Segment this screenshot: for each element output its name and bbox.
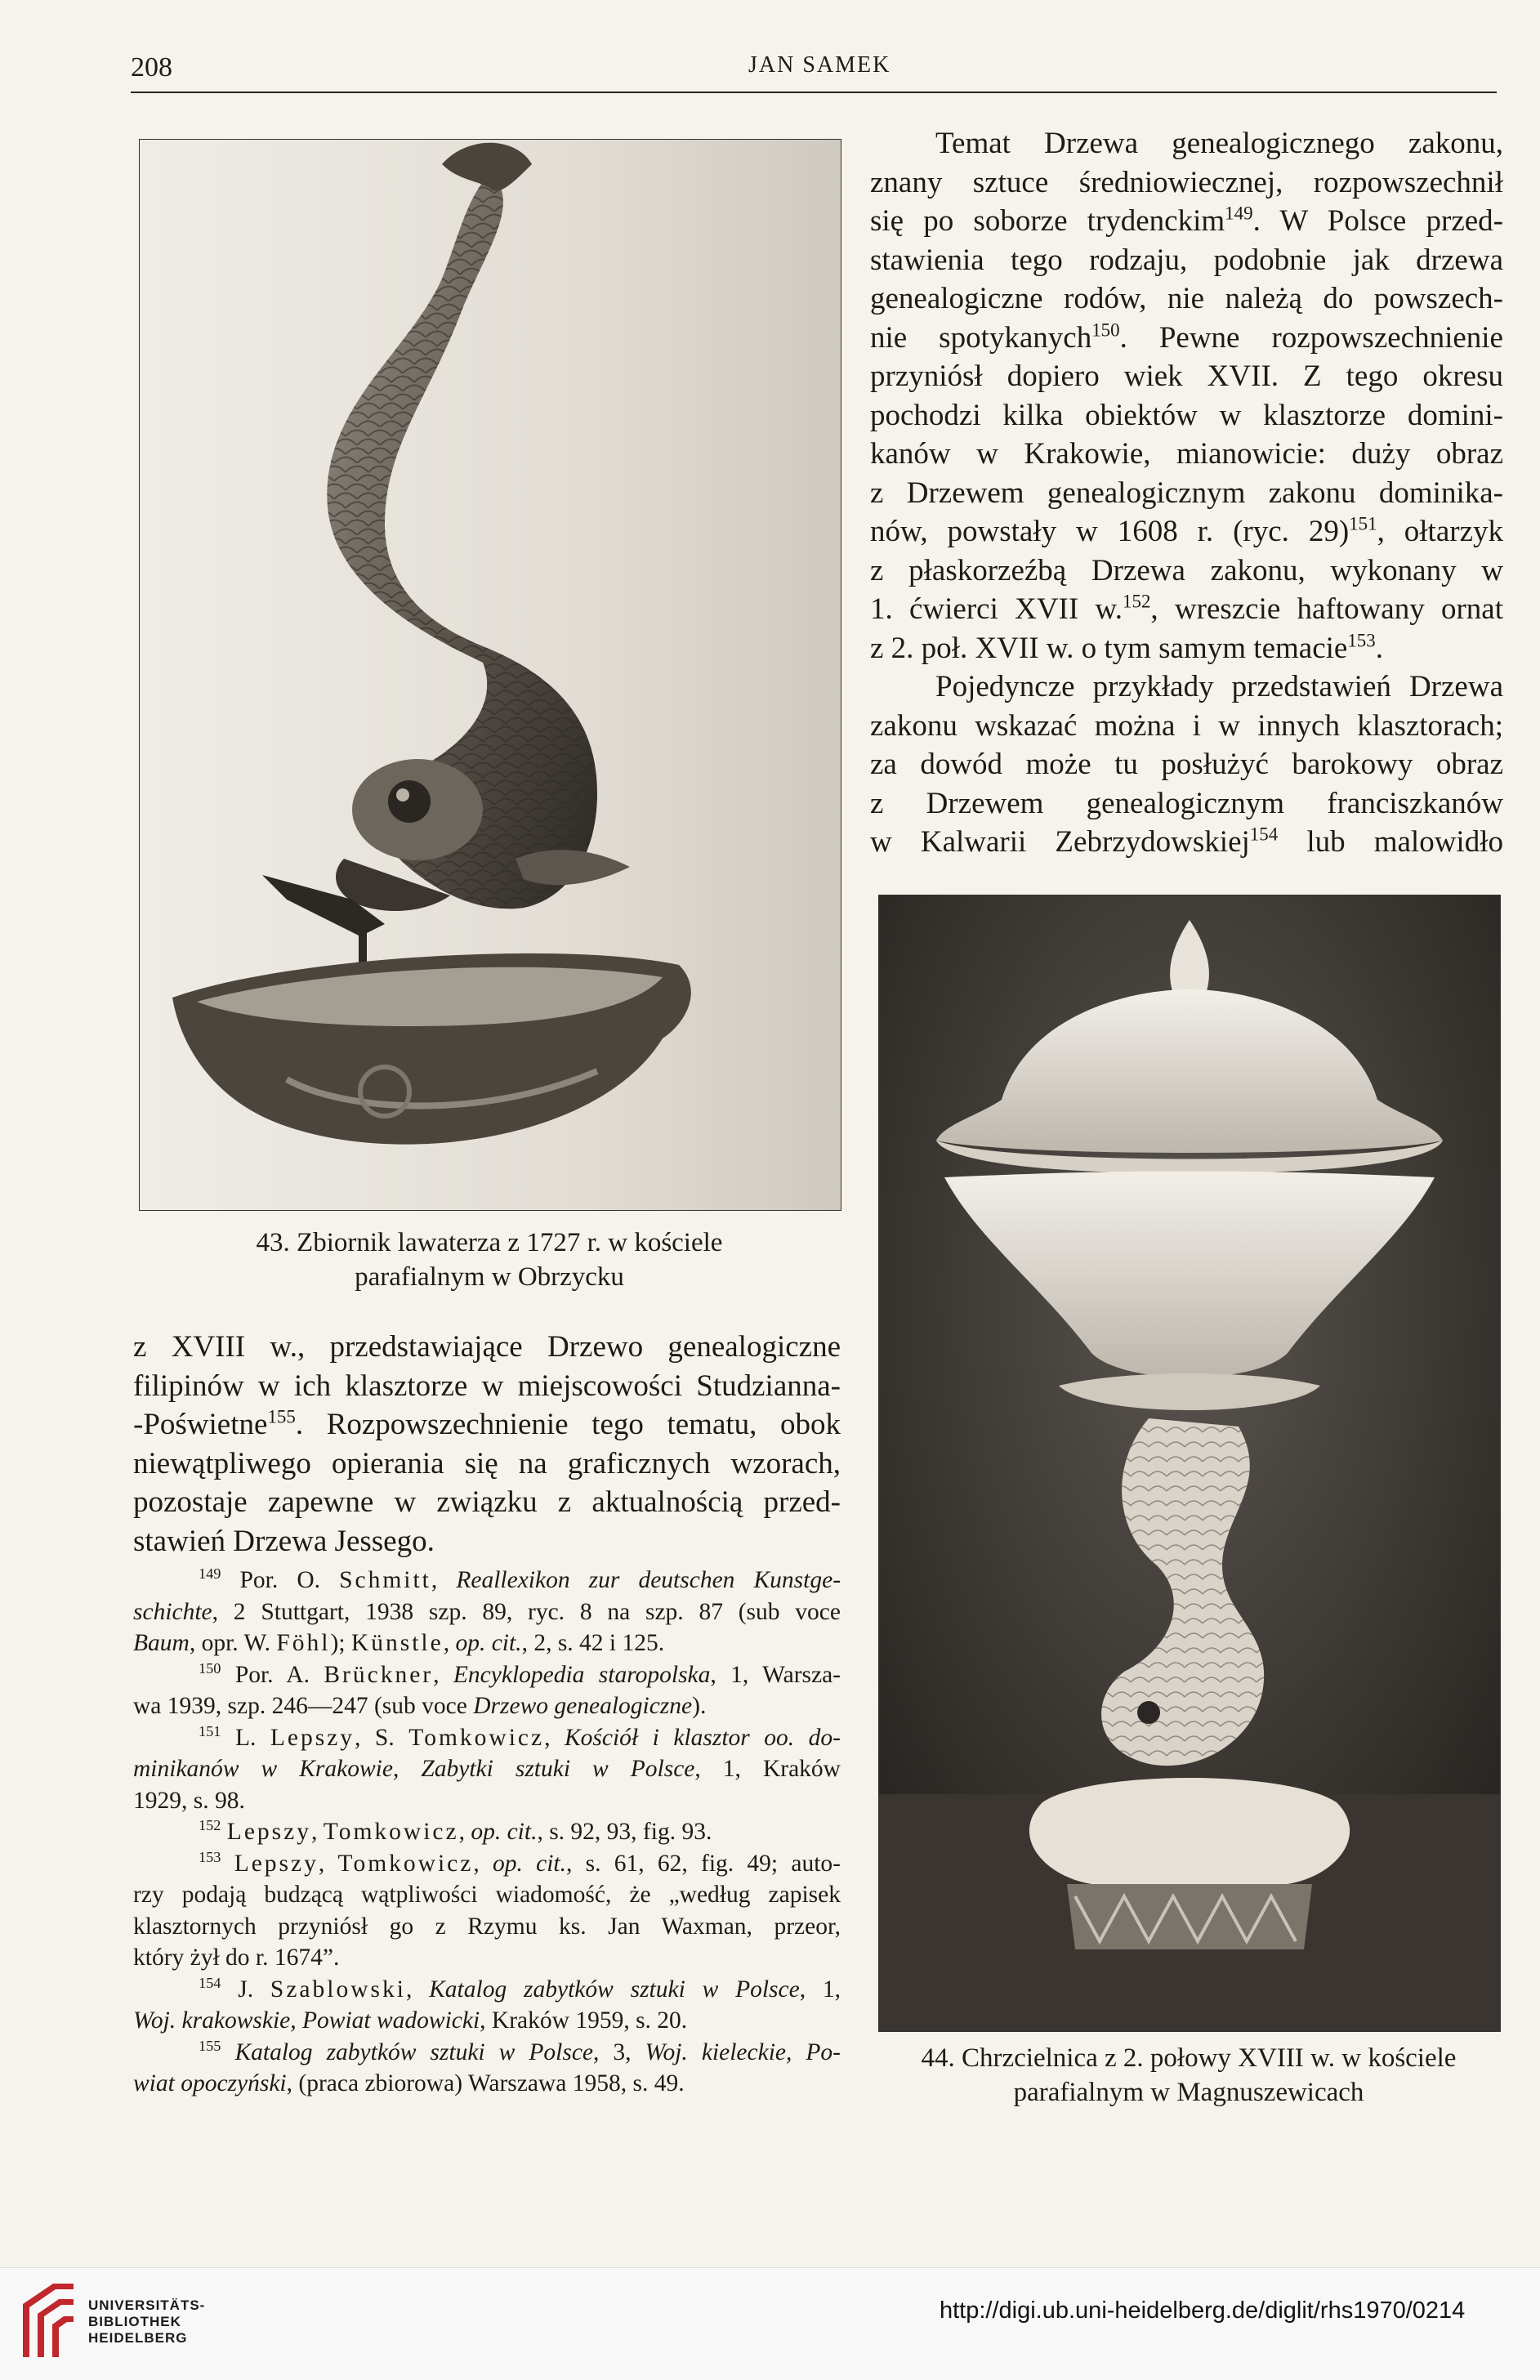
caption-line: parafialnym w Magnuszewicach [1013, 2078, 1364, 2107]
right-column-text [870, 124, 1503, 862]
footnote-150: $^{150}$ Por. A. Brückner, Encyklopedia staropolska, 1, Warsza- wa 1939, szp. 246—247 (sub voce Drzewo genealogiczne). [133, 1659, 841, 1719]
footnote-ref[interactable]: 152 [1123, 591, 1151, 612]
footnote-155: $^{155}$ Katalog zabytków sztuki w Polsce, 3, Woj. kieleckie, Po- wiat opoczyński, (praca zbiorowa) Warszawa 1958, s. 49. [133, 2037, 841, 2096]
text-line: w Kalwarii Zebrzydowskiej$^{154}$ lub malowidło [870, 824, 1503, 859]
footnote-ref[interactable]: 154 [1249, 824, 1279, 845]
footnote-149: $^{149}$ Por. O. Schmitt, Reallexikon zur deutschen Kunstge- schichte, 2 Stuttgart, 1938 szp. 89, ryc. 8 na szp. 87 (sub voce Baum, opr. W. Föhl); Künstle, op. cit., 2, s. 42 i 125. [133, 1565, 841, 1656]
figure-44-photo [878, 895, 1501, 2032]
figure-43-caption [139, 1226, 840, 1294]
caption-line: 44. Chrzcielnica z 2. połowy XVIII w. w kościele [921, 2043, 1457, 2073]
font-base [1029, 1778, 1350, 1893]
footnote-ref[interactable]: 153 [1347, 630, 1376, 651]
footnote-ref[interactable]: 155 [267, 1406, 296, 1427]
text-line: z Drzewem genealogicznym franciszkanów [870, 786, 1503, 820]
library-logo-icon[interactable] [16, 2280, 80, 2361]
left-column-text [133, 1328, 841, 1561]
footnote-ref[interactable]: 150 [1091, 319, 1120, 341]
page-number: 208 [131, 52, 172, 83]
text-line: Pojedyncze przykłady przedstawień Drzewa [935, 670, 1503, 703]
text-line: niewątpliwego opierania się na graficznych wzorach, [133, 1446, 841, 1480]
text-line: nie spotykanych$^{150}$. Pewne rozpowszechnienie [870, 319, 1503, 355]
footnote-ref[interactable]: 151 [1349, 513, 1377, 534]
text-line: z XVIII w., przedstawiające Drzewo genealogiczne [133, 1330, 841, 1364]
source-url-link[interactable]: http://digi.ub.uni-heidelberg.de/diglit/rhs1970/0214 [940, 2297, 1466, 2324]
footnote-151: $^{151}$ L. Lepszy, S. Tomkowicz, Kościół i klasztor oo. do- minikanów w Krakowie, Zabytki sztuki w Polsce, 1, Kraków 1929, s. 98. [133, 1722, 841, 1814]
text-line: genealogiczne rodów, nie należą do powszech- [870, 282, 1503, 315]
text-line: za dowód może tu posłużyć barokowy obraz [870, 748, 1503, 781]
text-line: zakonu wskazać można i w innych klasztorach; [870, 708, 1503, 743]
text-line: 1. ćwierci XVII w.$^{152}$, wreszcie haftowany ornat [870, 591, 1503, 626]
library-name: UNIVERSITÄTS- BIBLIOTHEK HEIDELBERG [88, 2297, 206, 2346]
text-line: z płaskorzeźbą Drzewa zakonu, wykonany w [870, 553, 1503, 587]
figure-43-photo [139, 139, 841, 1211]
caption-line: 43. Zbiornik lawaterza z 1727 r. w kościele [256, 1228, 723, 1257]
text-line: znany sztuce średniowiecznej, rozpowszechnił [870, 165, 1503, 199]
footnote-152: $^{152}$ Lepszy, Tomkowicz, op. cit., s. 92, 93, fig. 93. [199, 1817, 712, 1845]
footnotes [133, 1565, 841, 2100]
text-line: z Drzewem genealogicznym zakonu dominika- [870, 476, 1503, 510]
text-line: się po soborze trydenckim$^{149}$. W Polsce przed- [870, 203, 1503, 238]
text-line: kanów w Krakowie, mianowicie: duży obraz [870, 437, 1503, 471]
text-line: stawień Drzewa Jessego. [133, 1524, 435, 1558]
text-line: Temat Drzewa genealogicznego zakonu, [935, 127, 1503, 160]
text-line: stawienia tego rodzaju, podobnie jak drzewa [870, 243, 1503, 277]
figure-44-caption [878, 2041, 1499, 2110]
footnote-ref[interactable]: 149 [1225, 203, 1253, 224]
text-line: -Poświetne$^{155}$. Rozpowszechnienie tego tematu, obok [133, 1406, 841, 1441]
text-line: pochodzi kilka obiektów w klasztorze domini- [870, 398, 1503, 432]
header-rule [131, 92, 1497, 93]
text-line: przyniósł dopiero wiek XVII. Z tego okresu [870, 359, 1503, 393]
text-line: nów, powstały w 1608 r. (ryc. 29)$^{151}$, ołtarzyk [870, 513, 1503, 548]
text-line: filipinów w ich klasztorze w miejscowości Studzianna- [133, 1369, 841, 1403]
running-title: JAN SAMEK [748, 52, 891, 78]
dolphin-eye [388, 780, 431, 823]
caption-line: parafialnym w Obrzycku [355, 1262, 624, 1292]
footnote-154: $^{154}$ J. Szablowski, Katalog zabytków sztuki w Polsce, 1, Woj. krakowskie, Powiat wadowicki, Kraków 1959, s. 20. [133, 1974, 841, 2034]
text-line: pozostaje zapewne w związku z aktualnością przed- [133, 1485, 841, 1519]
text-line: z 2. poł. XVII w. o tym samym temacie$^{153}$. [870, 630, 1383, 665]
footnote-153: $^{153}$ Lepszy, Tomkowicz, op. cit., s. 61, 62, fig. 49; auto- rzy podają budzącą wątpliwości wiadomość, że „według zapisek klasztornych przyniósł go z Rzymu ks. Jan Waxman, przeor, który żył do r. 1674”. [133, 1848, 841, 1971]
